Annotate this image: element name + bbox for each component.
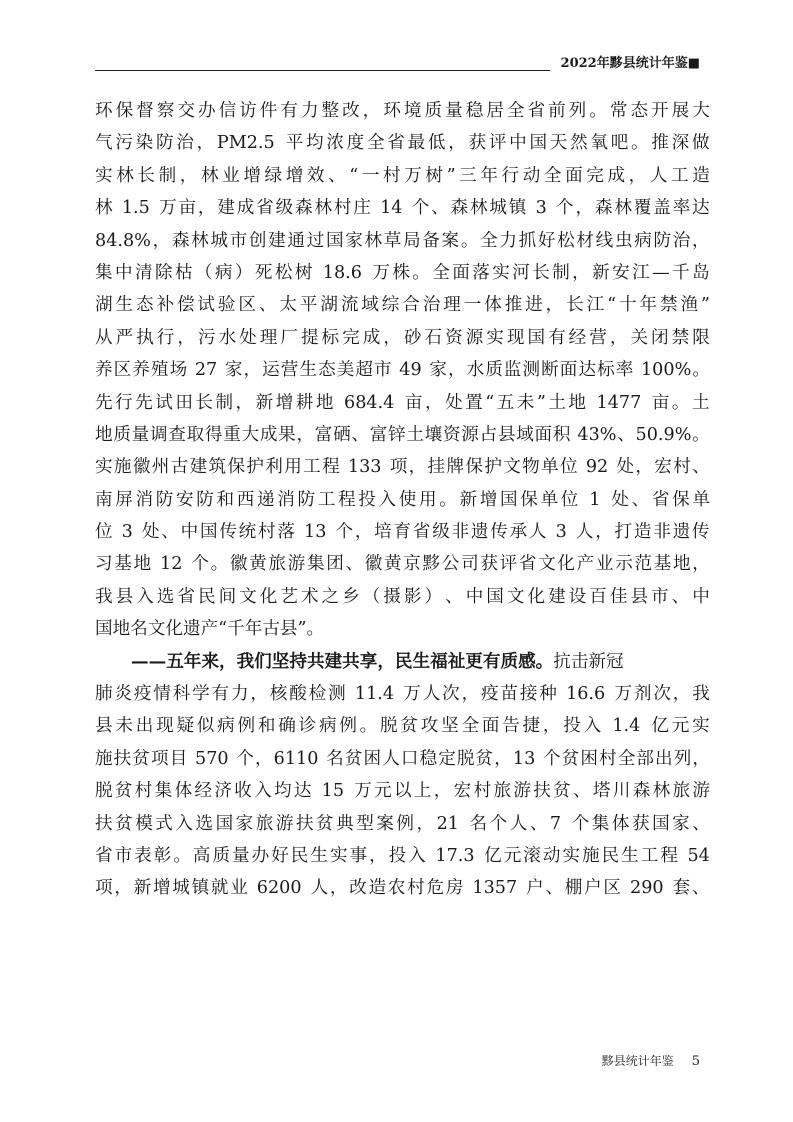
header-rule bbox=[95, 70, 550, 71]
footer-label: 黟县统计年鉴 bbox=[601, 1054, 674, 1068]
paragraph-lead-bold: ——五年来，我们坚持共建共享，民生福祉更有质感。 bbox=[131, 650, 554, 672]
text-line: 省 市 表 彰 。 高 质 量 办 好 民 生 实 事 ， 投 入 17.3 亿 元 滚 动 实 施 民 生 工 程 54 bbox=[95, 845, 710, 866]
text-line: 地 质 量 调 查 取 得 重 大 成 果 ， 富 硒 、 富 锌 土 壤 资 源 占 县 域 面 积 43% 、 50.9% 。 bbox=[95, 424, 710, 445]
text-line: 湖 生 态 补 偿 试 验 区 、 太 平 湖 流 域 综 合 治 理 一 体 推 进 ， 长 江 “ 十 年 禁 渔 ” bbox=[95, 295, 710, 316]
text-line: 国地名文化遗产“千年古县”。 bbox=[95, 619, 325, 640]
text-line: 环 保 督 察 交 办 信 访 件 有 力 整 改 ， 环 境 质 量 稳 居 全 省 前 列 。 常 态 开 展 大 bbox=[95, 101, 710, 121]
text-line: 脱 贫 村 集 体 经 济 收 入 均 达 15 万 元 以 上 ， 宏 村 旅 游 扶 贫 、 塔 川 森 林 旅 游 bbox=[95, 781, 710, 802]
text-line: 从 严 执 行 ， 污 水 处 理 厂 提 标 完 成 ， 砂 石 资 源 实 现 国 有 经 营 ， 关 闭 禁 限 bbox=[95, 327, 710, 348]
text-line: 实 施 徽 州 古 建 筑 保 护 利 用 工 程 133 项 ， 挂 牌 保 护 文 物 单 位 92 处 ， 宏 村 、 bbox=[95, 457, 710, 478]
text-line: 先 行 先 试 田 长 制 ， 新 增 耕 地 684.4 亩 ， 处 置 “ 五 未 ” 土 地 1477 亩 。 土 bbox=[95, 392, 710, 413]
text-line: 习 基 地 12 个 。 徽 黄 旅 游 集 团 、 徽 黄 京 黟 公 司 获 评 省 文 化 产 业 示 范 基 地 ， bbox=[95, 554, 710, 575]
text-line: 位 3 处 、 中 国 传 统 村 落 13 个 ， 培 育 省 级 非 遗 传 承 人 3 人 ， 打 造 非 遗 传 bbox=[95, 522, 710, 543]
text-line: 南 屏 消 防 安 防 和 西 递 消 防 工 程 投 入 使 用 。 新 增 国 保 单 位 1 处 、 省 保 单 bbox=[95, 489, 710, 510]
text-line: 项 ， 新 增 城 镇 就 业 6200 人 ， 改 造 农 村 危 房 1357 户 、 棚 户 区 290 套 、 bbox=[95, 878, 710, 899]
text-line: 我 县 入 选 省 民 间 文 化 艺 术 之 乡 （ 摄 影 ） 、 中 国 文 化 建 设 百 佳 县 市 、 中 bbox=[95, 586, 710, 607]
paragraph-lead bbox=[95, 646, 710, 678]
text-line: 84.8% ， 森 林 城 市 创 建 通 过 国 家 林 草 局 备 案 。 全 力 抓 好 松 材 线 虫 病 防 治 ， bbox=[95, 230, 710, 251]
text-line: 肺 炎 疫 情 科 学 有 力 ， 核 酸 检 测 11.4 万 人 次 ， 疫 苗 接 种 16.6 万 剂 次 ， 我 bbox=[95, 684, 710, 705]
text-line: 养 区 养 殖 场 27 家 ， 运 营 生 态 美 超 市 49 家 ， 水 质 监 测 断 面 达 标 率 100% 。 bbox=[95, 360, 710, 381]
text-line: 集 中 清 除 枯 （ 病 ） 死 松 树 18.6 万 株 。 全 面 落 实 河 长 制 ， 新 安 江 — 千 岛 bbox=[95, 262, 710, 283]
text-line: 林 1.5 万 亩 ， 建 成 省 级 森 林 村 庄 14 个 、 森 林 城 镇 3 个 ， 森 林 覆 盖 率 达 bbox=[95, 198, 710, 219]
paragraph-lead-rest: 抗击新冠 bbox=[553, 651, 624, 672]
text-line: 气 污 染 防 治 ， PM2.5 平 均 浓 度 全 省 最 低 ， 获 评 中 国 天 然 氧 吧 。 推 深 做 bbox=[95, 133, 710, 154]
page-footer bbox=[602, 1052, 700, 1069]
text-line: 实 林 长 制 ， 林 业 增 绿 增 效 、 “ 一 村 万 树 ” 三 年 行 动 全 面 完 成 ， 人 工 造 bbox=[95, 165, 710, 186]
text-line: 扶 贫 模 式 入 选 国 家 旅 游 扶 贫 典 型 案 例 ， 21 名 个 人 、 7 个 集 体 获 国 家 、 bbox=[95, 813, 710, 834]
text-line: 施 扶 贫 项 目 570 个 ， 6110 名 贫 困 人 口 稳 定 脱 贫 ， 13 个 贫 困 村 全 部 出 列 ， bbox=[95, 748, 710, 769]
header-title: 2022年黟县统计年鉴■ bbox=[560, 56, 700, 71]
page-number: 5 bbox=[691, 1054, 700, 1069]
text-line: 县 未 出 现 疑 似 病 例 和 确 诊 病 例 。 脱 贫 攻 坚 全 面 告 捷 ， 投 入 1.4 亿 元 实 bbox=[95, 716, 710, 737]
body-text bbox=[95, 95, 710, 905]
